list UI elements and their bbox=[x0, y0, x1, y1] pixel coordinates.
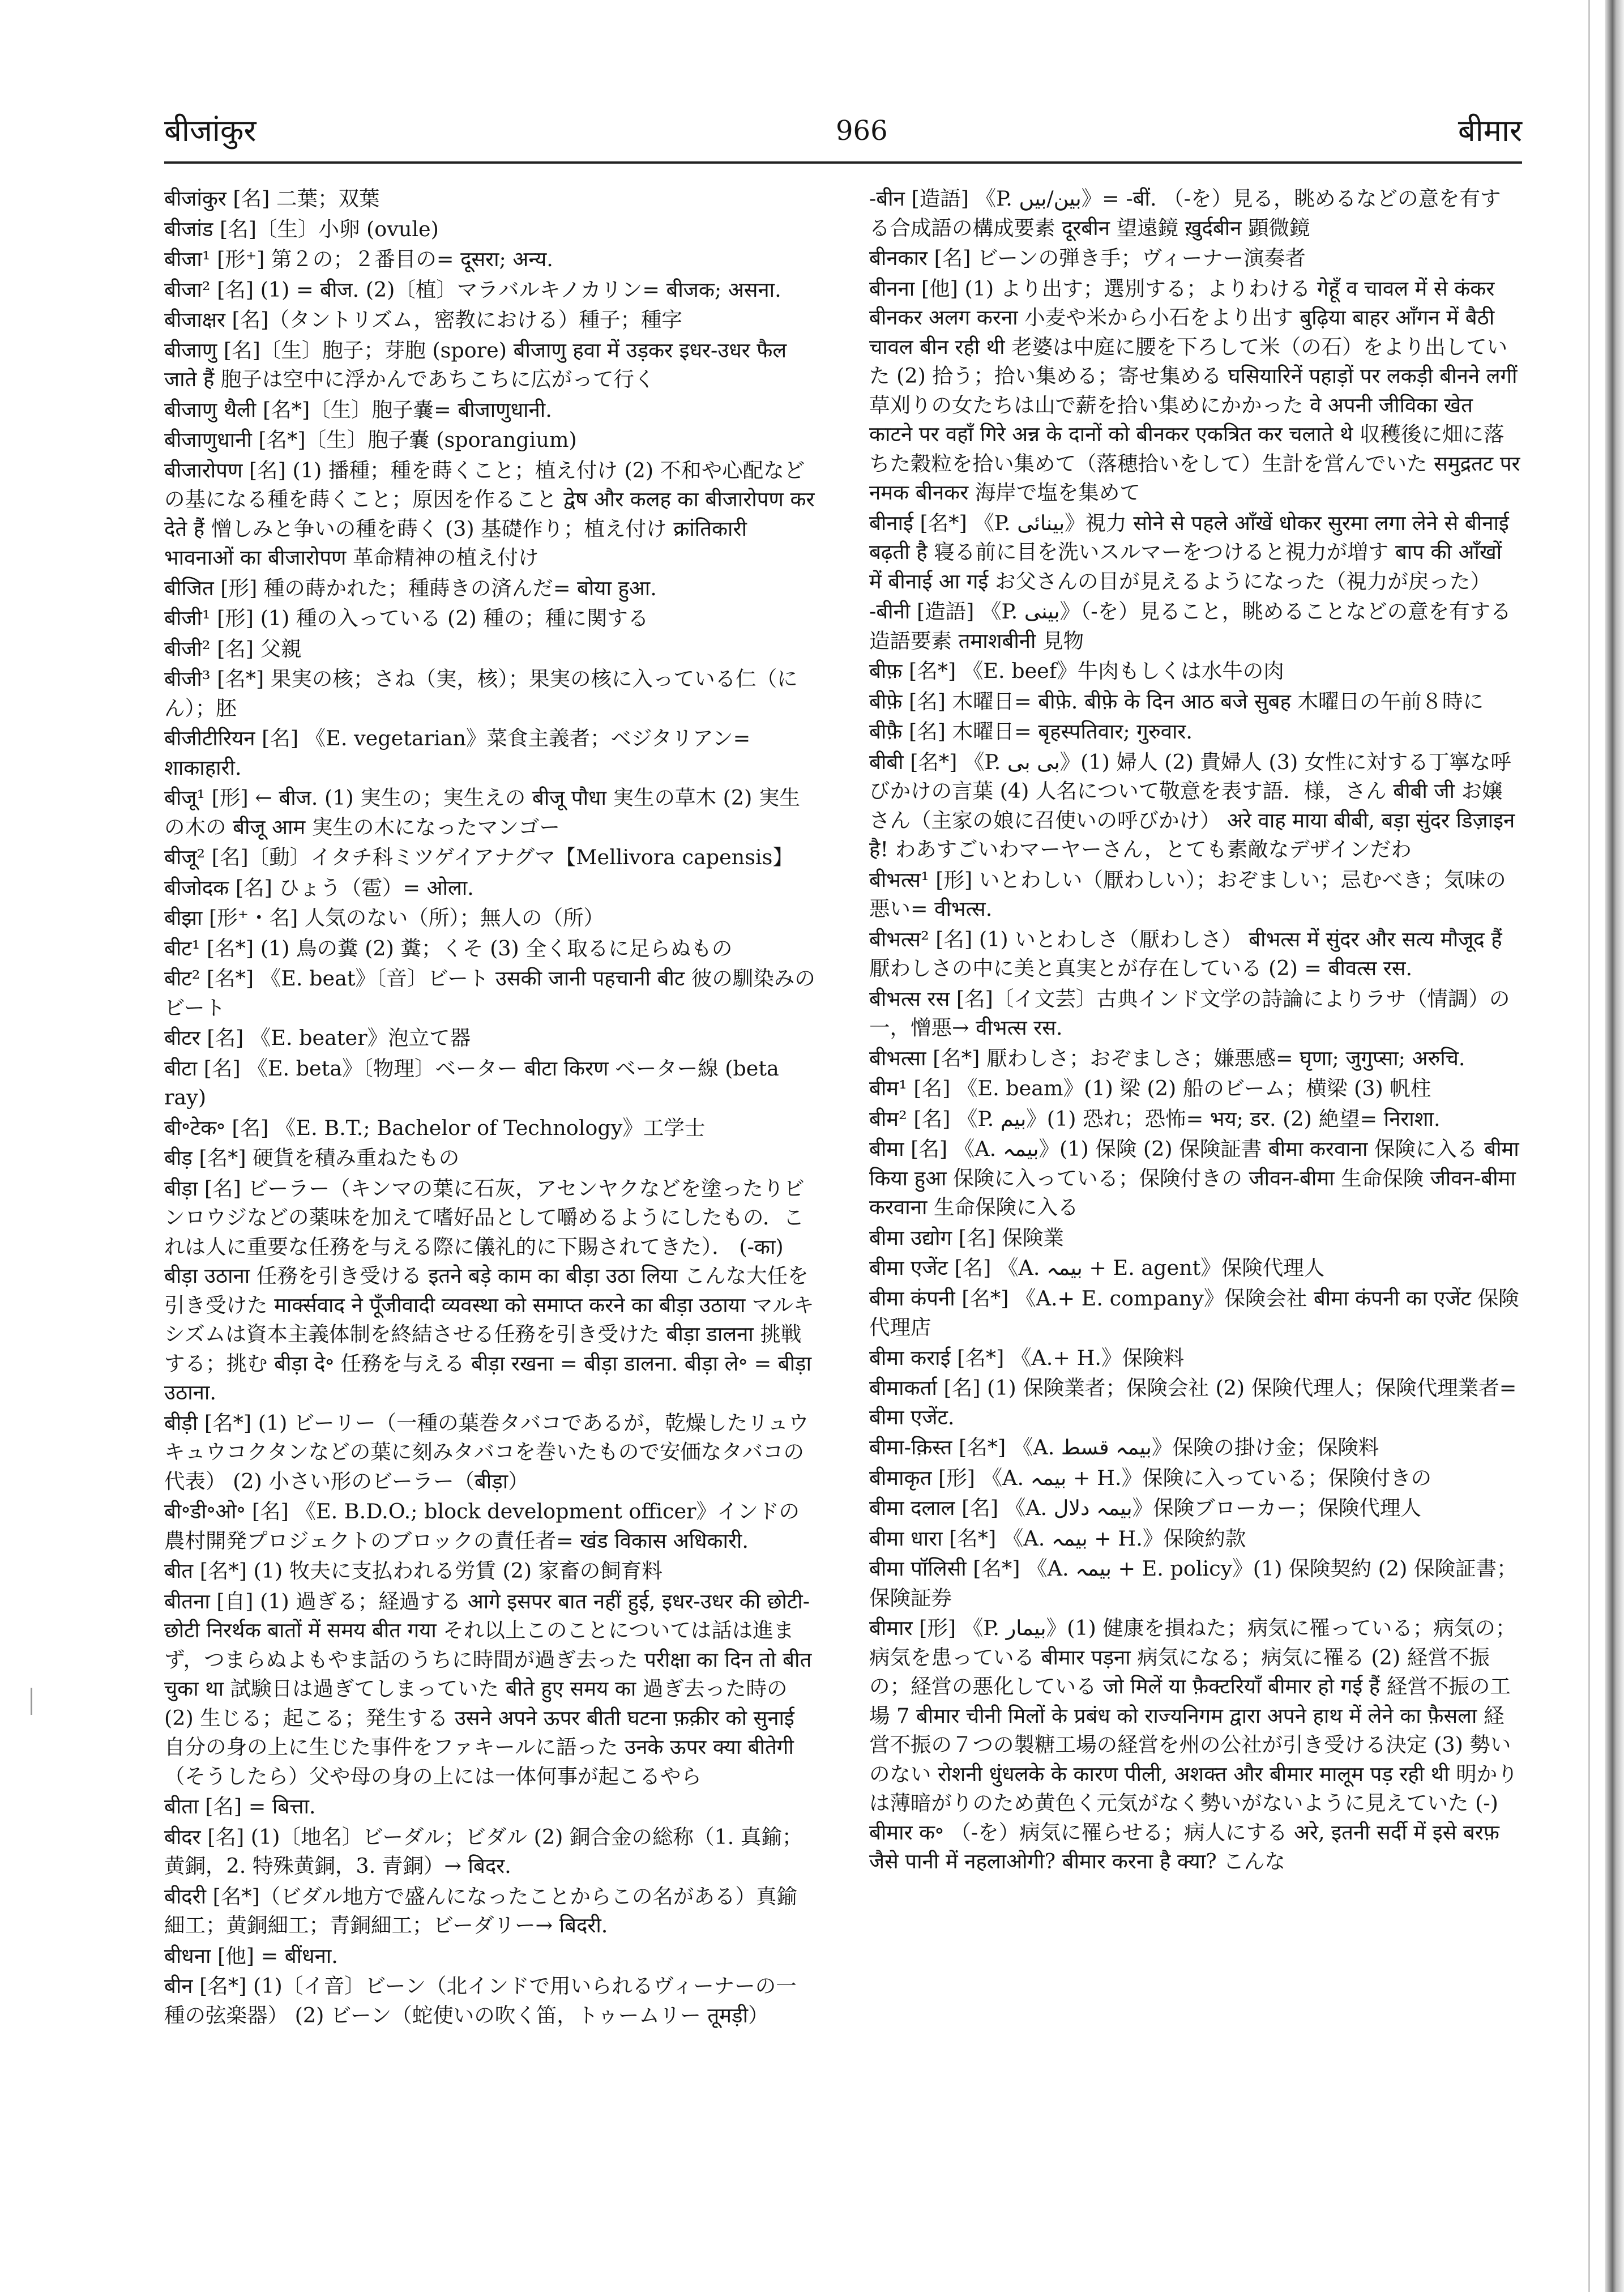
dictionary-entry: बीफ़ [名*] 《E. beef》牛肉もしくは水牛の肉 bbox=[869, 659, 1284, 683]
dictionary-entry: बीट¹ [名*] (1) 鳥の糞 (2) 糞；くそ (3) 全く取るに足らぬもの bbox=[164, 936, 733, 961]
dictionary-entry: बी॰टेक॰ [名] 《E. B.T.; Bachelor of Technology》工学士 bbox=[164, 1115, 706, 1140]
left-guide-word: बीजांकुर bbox=[164, 113, 257, 148]
dictionary-entry: बीमार [形] 《P. بیمار》(1) 健康を損ねた；病気に罹っている；病気の；病気を患っている बीमार पड़ना 病気になる；病気に罹る (2) 経営不振の；経営の悪化している जो मिलें या फ़ैक्टरियाँ बीमार हो गई हैं 経営不振の工場 7 बीमार चीनी मिलों के प्रबंध को राज्यनिगम द्वारा अपने हाथ में लेने का फ़ैसला 経営不振の７つの製糖工場の経営を州の公社が引き受ける決定 (3) 勢いのない रोशनी धुंधलके के कारण पीली, अशक्त और बीमार मालूम पड़ रही थी 明かりは薄暗がりのため黄色く元気がなく勢いがないように見えていた (-) बीमार क॰ （-を）病気に罹らせる；病人にする अरे, इतनी सर्दी में इसे बरफ़ जैसे पानी में नहलाओगी? बीमार करना है क्या? こんな bbox=[869, 1616, 1518, 1873]
dictionary-entry: बीम² [名] 《P. بیم》(1) 恐れ；恐怖= भय; डर. (2) 絶望= निराशा. bbox=[869, 1106, 1441, 1131]
dictionary-entry: बीझा [形⁺・名] 人気のない（所）；無人の（所） bbox=[164, 906, 605, 930]
dictionary-entry: बीड़ [名*] 硬貨を積み重ねたもの bbox=[164, 1146, 460, 1170]
dictionary-entry: बीड़ा [名] ビーラー（キンマの葉に石灰，アセンヤクなどを塗ったりビンロウジなどの薬味を加えて嗜好品として嚼めるようにしたもの．これは人に重要な任務を与える際に儀礼的に下賜されてきた）． (-का) बीड़ा उठाना 任務を引き受ける इतने बड़े काम का बीड़ा उठा लिया こんな大任を引き受けた मार्क्सवाद ने पूँजीवादी व्यवस्था को समाप्त करने का बीड़ा उठाया マルキシズムは資本主義体制を終結させる任務を引き受けた बीड़ा डालना 挑戦する；挑む बीड़ा दे॰ 任務を与える बीड़ा रखना = बीड़ा डालना. बीड़ा ले॰ = बीड़ा उठाना. bbox=[164, 1176, 814, 1405]
left-column bbox=[164, 184, 815, 2031]
dictionary-entry: बीन [名*] (1)〔イ音〕ビーン（北インドで用いられるヴィーナーの一種の弦楽器） (2) ビーン（蛇使いの吹く笛，トゥームリー तूमड़ी） bbox=[164, 1974, 797, 2028]
scan-shadow-line bbox=[1588, 0, 1590, 2292]
dictionary-entry: बीधना [他] = बींधना. bbox=[164, 1943, 338, 1968]
header-rule bbox=[164, 161, 1522, 164]
dictionary-entry: बीभत्स¹ [形] いとわしい（厭わしい）；おぞましい；忌むべき；気味の悪い= वीभत्स. bbox=[869, 867, 1506, 921]
dictionary-entry: बीनाई [名*] 《P. بینائی》視力 सोने से पहले आँखें धोकर सुरमा लगा लेने से बीनाई बढ़ती है 寝る前に目を洗いスルマーをつけると視力が増す बाप की आँखों में बीनाई आ गई お父さんの目が見えるようになった（視力が戻った） bbox=[869, 510, 1509, 594]
dictionary-entry: बीमा धारा [名*] 《A. بیمہ + H.》保険約款 bbox=[869, 1526, 1246, 1551]
dictionary-entry: बीजाणु थैली [名*]〔生〕胞子嚢= बीजाणुधानी. bbox=[164, 397, 552, 422]
dictionary-entry: बीड़ी [名*] (1) ビーリー（一種の葉巻タバコであるが，乾燥したリュウキュウコクタンなどの葉に刻みタバコを巻いたもので安価なタバコの代表） (2) 小さい形のビーラー（बीड़ा） bbox=[164, 1410, 809, 1493]
dictionary-entry: बीतना [自] (1) 過ぎる；経過する आगे इसपर बात नहीं हुई, इधर-उधर की छोटी-छोटी निरर्थक बातों में समय बीत गया それ以上このことについては話は進まず，つまらぬよもやま話のうちに時間が過ぎ去った परीक्षा का दिन तो बीत चुका था 試験日は過ぎてしまっていた बीते हुए समय का 過ぎ去った時の (2) 生じる；起こる；発生する उसने अपने ऊपर बीती घटना फ़क़ीर को सुनाई 自分の身の上に生じた事件をファキールに語った उनके ऊपर क्या बीतेगी （そうしたら）父や母の身の上には一体何事が起こるやら bbox=[164, 1589, 812, 1789]
dictionary-entry: बीमा कंपनी [名*] 《A.+ E. company》保険会社 बीमा कंपनी का एजेंट 保険代理店 bbox=[869, 1286, 1519, 1339]
dictionary-entry: बीमा-क़िस्त [名*] 《A. بیمہ قسط》保険の掛け金；保険料 bbox=[869, 1435, 1379, 1459]
dictionary-entry: बीमा एजेंट [名] 《A. بیمہ + E. agent》保険代理人 bbox=[869, 1256, 1325, 1280]
dictionary-entry: बी॰डी॰ओ॰ [名] 《E. B.D.O.; block development officer》インドの農村開発プロジェクトのブロックの責任者= खंड विकास अधिकारी. bbox=[164, 1499, 800, 1553]
dictionary-entry: बीमा दलाल [名] 《A. بیمہ دلال》保険ブローカー；保険代理人 bbox=[869, 1496, 1421, 1520]
gutter-mark bbox=[31, 1688, 42, 1715]
dictionary-entry: -बीन [造語] 《P. بین/بیں》= -बीं. （-を）見る，眺めるなどの意を有する合成語の構成要素 दूरबीन 望遠鏡 ख़ुर्दबीन 顕微鏡 bbox=[869, 186, 1501, 240]
dictionary-entry: बीजित [形] 種の蒔かれた；種蒔きの済んだ= बोया हुआ. bbox=[164, 575, 657, 600]
dictionary-entry: -बीनी [造語] 《P. بینی》（-を）見ること，眺めることなどの意を有する造語要素 तमाशबीनी 見物 bbox=[869, 599, 1511, 653]
dictionary-entry: बीफ़े [名] 木曜日= बीफ़े. बीफ़े के दिन आठ बजे सुबह 木曜日の午前８時に bbox=[869, 689, 1484, 714]
dictionary-entry: बीमा कराई [名*] 《A.+ H.》保険料 bbox=[869, 1345, 1185, 1370]
scan-edge bbox=[1605, 0, 1624, 2292]
dictionary-entry: बीजारोपण [名] (1) 播種；種を蒔くこと；植え付け (2) 不和や心配などの基になる種を蒔くこと；原因を作ること द्वेष और कलह का बीजारोपण कर देते हैं 憎しみと争いの種を蒔く (3) 基礎作り；植え付け क्रांतिकारी भावनाओं का बीजारोपण 革命精神の植え付け bbox=[164, 458, 815, 570]
dictionary-entry: बीटा [名] 《E. beta》〔物理〕ベーター बीटा किरण ベーター線 (beta ray) bbox=[164, 1056, 779, 1109]
dictionary-entry: बीजाक्षर [名]（タントリズム，密教における）種子；種字 bbox=[164, 308, 682, 332]
dictionary-entry: बीमा [名] 《A. بیمہ》(1) 保険 (2) 保険証書 बीमा करवाना 保険に入る बीमा किया हुआ 保険に入っている；保険付きの जीवन-बीमा 生命保険 जीवन-बीमा करवाना 生命保険に入る bbox=[869, 1137, 1519, 1219]
dictionary-entry: बीट² [名*] 《E. beat》〔音〕ビート उसकी जानी पहचानी बीट 彼の馴染みのビート bbox=[164, 966, 815, 1020]
dictionary-entry: बीमा उद्योग [名] 保険業 bbox=[869, 1225, 1064, 1250]
dictionary-entry: बीजोदक [名] ひょう（雹）= ओला. bbox=[164, 875, 474, 900]
dictionary-entry: बीदरी [名*]（ビダル地方で盛んになったことからこの名がある）真鍮細工；黄銅細工；青銅細工；ビーダリー→ बिदरी. bbox=[164, 1884, 797, 1937]
dictionary-entry: बीजू² [名]〔動〕イタチ科ミツゲイアナグマ【Mellivora capensis】 bbox=[164, 845, 793, 869]
dictionary-entry: बीनना [他] (1) より出す；選別する；よりわける गेहूँ व चावल में से कंकर बीनकर अलग करना 小麦や米から小石をより出す बुढ़िया बाहर आँगन में बैठी चावल बीन रही थी 老婆は中庭に腰を下ろして米（の石）をより出していた (2) 拾う；拾い集める；寄せ集める घसियारिनें पहाड़ों पर लकड़ी बीनने लगीं 草刈りの女たちは山で薪を拾い集めにかかった वे अपनी जीविका खेत काटने पर वहाँ गिरे अन्न के दानों को बीनकर एकत्रित कर चलाते थे 収穫後に畑に落ちた穀粒を拾い集めて（落穂拾いをして）生計を営んでいた समुद्रतट पर नमक बीनकर 海岸で塩を集めて bbox=[869, 276, 1520, 505]
dictionary-entry: बीजी¹ [形] (1) 種の入っている (2) 種の；種に関する bbox=[164, 606, 649, 630]
right-column bbox=[869, 184, 1520, 1877]
dictionary-entry: बीदर [名] (1)〔地名〕ビーダル；ビダル (2) 銅合金の総称（1. 真鍮；黄銅，2. 特殊黄銅，3. 青銅）→ बिदर. bbox=[164, 1824, 803, 1878]
right-guide-word: बीमार bbox=[1458, 113, 1522, 148]
dictionary-entry: बीजी³ [名*] 果実の核；さね（実，核）；果実の核に入っている仁（にん）；胚 bbox=[164, 667, 798, 720]
dictionary-entry: बीता [名] = बित्ता. bbox=[164, 1794, 316, 1819]
dictionary-entry: बीजीटीरियन [名] 《E. vegetarian》菜食主義者；ベジタリアン= शाकाहारी. bbox=[164, 726, 751, 780]
dictionary-entry: बीजा¹ [形⁺] 第２の；２番目の= दूसरा; अन्य. bbox=[164, 247, 553, 271]
dictionary-entry: बीजी² [名] 父親 bbox=[164, 636, 302, 661]
dictionary-entry: बीम¹ [名] 《E. beam》(1) 梁 (2) 船のビーム；横梁 (3) 帆柱 bbox=[869, 1076, 1431, 1100]
dictionary-entry: बीजांड [名]〔生〕小卵 (ovule) bbox=[164, 216, 439, 241]
dictionary-entry: बीभत्स² [名] (1) いとわしさ（厭わしさ） बीभत्स में सुंदर और सत्य मौजूद हैं 厭わしさの中に美と真実とが存在している (2) = बीवत्स रस. bbox=[869, 927, 1502, 980]
dictionary-entry: बीजाणु [名]〔生〕胞子；芽胞 (spore) बीजाणु हवा में उड़कर इधर-उधर फैल जाते हैं 胞子は空中に浮かんであちこちに広がって行く bbox=[164, 338, 787, 391]
dictionary-entry: बीमाकर्ता [名] (1) 保険業者；保険会社 (2) 保険代理人；保険代理業者= बीमा एजेंट. bbox=[869, 1376, 1517, 1429]
dictionary-entry: बीटर [名] 《E. beater》泡立て器 bbox=[164, 1026, 471, 1050]
dictionary-entry: बीफ़ै [名] 木曜日= बृहस्पतिवार; गुरुवार. bbox=[869, 719, 1193, 744]
dictionary-entry: बीबी [名*] 《P. بی بی》(1) 婦人 (2) 貴婦人 (3) 女性に対する丁寧な呼びかけの言葉 (4) 人名について敬意を表す語．様，さん बीबी जी お嬢さん（主家の娘に召使いの呼びかけ） अरे वाह माया बीबी, बड़ा सुंदर डिज़ाइन है! わあすごいわマーヤーさん，とても素敵なデザインだわ bbox=[869, 749, 1515, 861]
dictionary-entry: बीभत्सा [名*] 厭わしさ；おぞましさ；嫌悪感= घृणा; जुगुप्सा; अरुचि. bbox=[869, 1045, 1465, 1070]
dictionary-entry: बीभत्स रस [名]〔イ文芸〕古典インド文学の詩論によりラサ（情調）の一，憎悪→ वीभत्स रस. bbox=[869, 986, 1510, 1040]
dictionary-entry: बीजांकुर [名] 二葉；双葉 bbox=[164, 186, 380, 211]
page-number: 966 bbox=[836, 115, 888, 147]
dictionary-entry: बीजाणुधानी [名*]〔生〕胞子嚢 (sporangium) bbox=[164, 428, 577, 452]
dictionary-entry: बीनकार [名] ビーンの弾き手；ヴィーナー演奏者 bbox=[869, 246, 1306, 270]
dictionary-entry: बीमाकृत [形] 《A. بیمہ + H.》保険に入っている；保険付きの bbox=[869, 1465, 1432, 1490]
dictionary-entry: बीमा पॉलिसी [名*] 《A. بیمہ + E. policy》(1) 保険契約 (2) 保険証書；保険証券 bbox=[869, 1556, 1518, 1610]
dictionary-entry: बीजा² [名] (1) = बीज. (2)〔植〕マラバルキノカリン= बीजक; असना. bbox=[164, 277, 781, 302]
dictionary-entry: बीजू¹ [形] ← बीज. (1) 実生の；実生えの बीजू पौधा 実生の草木 (2) 実生の木の बीजू आम 実生の木になったマンゴー bbox=[164, 786, 800, 839]
page-header bbox=[164, 111, 1522, 162]
dictionary-entry: बीत [名*] (1) 牧夫に支払われる労賃 (2) 家畜の飼育料 bbox=[164, 1559, 663, 1583]
